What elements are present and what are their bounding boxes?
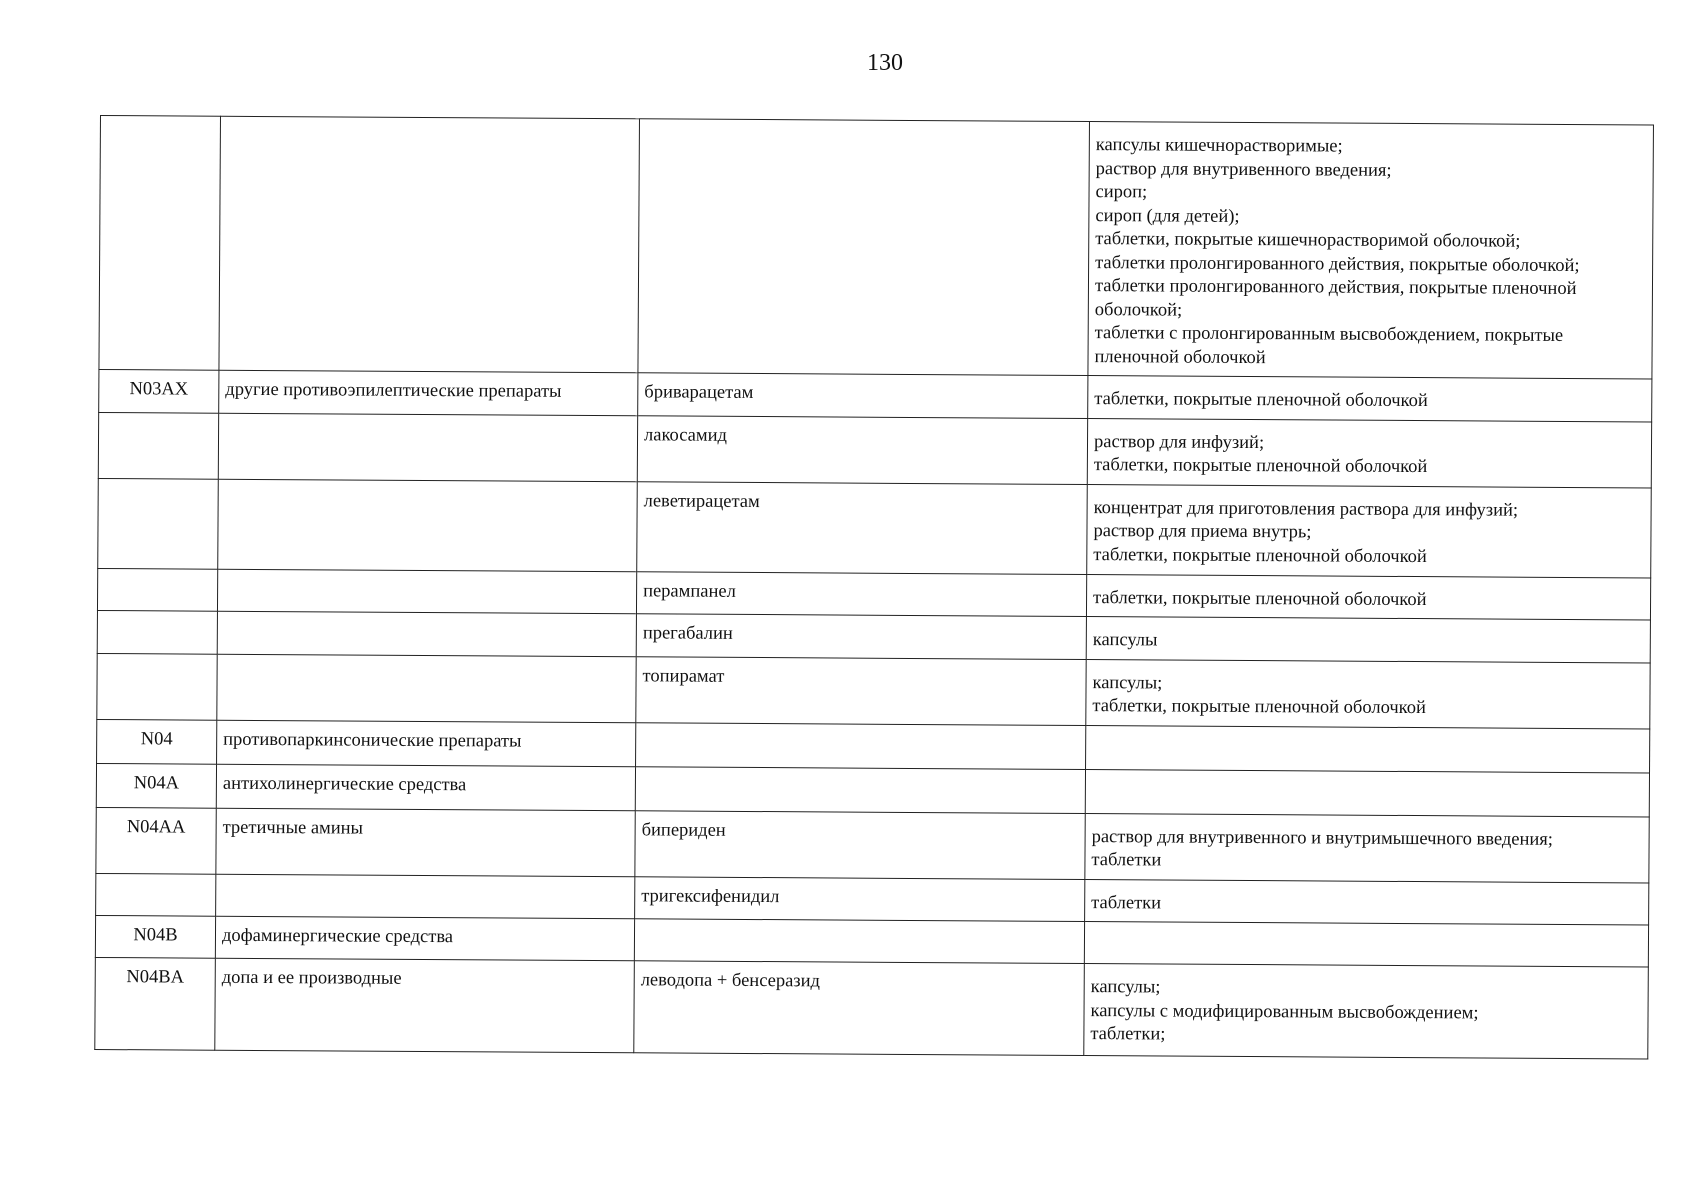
dosage-forms-cell: капсулы; капсулы с модифицированным высвобождением; таблетки;	[1084, 964, 1649, 1059]
dosage-forms-cell: раствор для инфузий; таблетки, покрытые пленочной оболочкой	[1087, 418, 1651, 487]
group-name-cell: антихолинергические средства	[216, 764, 635, 811]
table-row	[95, 957, 1649, 1058]
drug-name-cell: прегабалин	[636, 614, 1086, 659]
drug-name-cell	[636, 722, 1086, 769]
dosage-forms-cell: капсулы кишечнорастворимые; раствор для внутривенного введения; сироп; сироп (для детей); таблетки, покрытые кишечнорастворимой оболочкой; таблетки пролонгированного действия, покрытые оболочкой; таблетки пролонгированного действия, покрытые пленочной оболочкой; таблетки с пролонгированным высвобождением, покрытые пленочной оболочкой	[1088, 122, 1654, 379]
atc-code-cell	[96, 873, 216, 916]
atc-code-cell	[97, 610, 217, 653]
atc-code-cell: N04BA	[95, 957, 216, 1050]
table-row	[98, 412, 1651, 487]
atc-code-cell	[98, 412, 218, 479]
dosage-forms-cell: капсулы; таблетки, покрытые пленочной оболочкой	[1086, 659, 1650, 728]
page-number: 130	[867, 50, 903, 76]
atc-code-cell: N04A	[96, 763, 216, 808]
drug-name-cell: леводопа + бенсеразид	[634, 961, 1085, 1056]
drug-name-cell	[635, 766, 1085, 813]
group-name-cell: допа и ее производные	[215, 958, 635, 1053]
group-name-cell	[218, 479, 638, 572]
group-name-cell	[219, 116, 640, 373]
table-row	[96, 807, 1649, 882]
dosage-forms-cell	[1085, 769, 1649, 816]
drug-list-table	[94, 115, 1654, 1059]
atc-code-cell: N04	[97, 719, 217, 764]
dosage-forms-cell: капсулы	[1086, 617, 1650, 663]
drug-name-cell	[634, 919, 1084, 964]
drug-name-cell: перампанел	[636, 571, 1086, 616]
dosage-forms-cell: раствор для внутривенного и внутримышечного введения; таблетки	[1085, 813, 1649, 882]
dosage-forms-cell	[1086, 725, 1650, 772]
group-name-cell	[217, 611, 636, 656]
atc-code-cell: N04B	[95, 915, 215, 958]
group-name-cell: другие противоэпилептические препараты	[219, 370, 638, 415]
group-name-cell: третичные амины	[216, 808, 635, 877]
dosage-forms-cell: таблетки, покрытые пленочной оболочкой	[1086, 574, 1650, 620]
atc-code-cell	[97, 653, 217, 720]
table-row	[99, 116, 1654, 379]
atc-code-cell	[97, 568, 217, 611]
dosage-forms-cell	[1084, 922, 1648, 967]
atc-code-cell: N03AX	[99, 369, 219, 412]
group-name-cell	[217, 654, 636, 723]
drug-name-cell: бипериден	[635, 810, 1085, 879]
drug-name-cell: бриварацетам	[638, 373, 1088, 418]
atc-code-cell: N04AA	[96, 807, 216, 874]
drug-name-cell	[638, 119, 1090, 376]
drug-name-cell: тригексифенидил	[635, 876, 1085, 921]
group-name-cell	[217, 569, 636, 614]
group-name-cell: противопаркинсонические препараты	[217, 720, 636, 767]
group-name-cell	[216, 874, 635, 919]
group-name-cell	[218, 413, 637, 482]
group-name-cell: дофаминергические средства	[215, 916, 634, 961]
atc-code-cell	[99, 116, 221, 371]
dosage-forms-cell: концентрат для приготовления раствора для инфузий; раствор для приема внутрь; таблетки, покрытые пленочной оболочкой	[1087, 484, 1652, 577]
drug-name-cell: лакосамид	[637, 415, 1087, 484]
table-row	[98, 478, 1652, 577]
atc-code-cell	[98, 478, 219, 569]
drug-name-cell: топирамат	[636, 656, 1086, 725]
drug-name-cell: леветирацетам	[637, 481, 1088, 574]
dosage-forms-cell: таблетки, покрытые пленочной оболочкой	[1088, 376, 1652, 422]
dosage-forms-cell: таблетки	[1085, 879, 1649, 925]
table-row	[97, 653, 1650, 728]
